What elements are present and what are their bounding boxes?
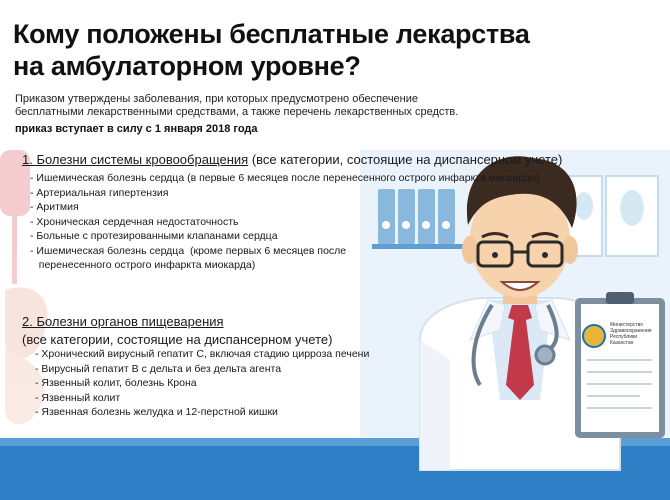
list-item: - Аритмия bbox=[30, 201, 79, 213]
clipboard-text bbox=[610, 322, 651, 346]
list-item: перенесенного острого инфаркта миокарда) bbox=[30, 259, 256, 271]
iv-bag-icon bbox=[0, 150, 30, 284]
list-item: - Хроническая сердечная недостаточность bbox=[30, 215, 239, 228]
list-item: - Ишемическая болезнь сердца (кроме первых 6 месяцев после bbox=[30, 244, 347, 257]
section-2-note: (все категории, состоящие на диспансерном учете) bbox=[22, 332, 333, 347]
section-1-heading: 1. Болезни системы кровообращения bbox=[22, 152, 249, 167]
list-item: - Язвенный колит, болезнь Крона bbox=[35, 377, 197, 389]
clipboard-line-3: Республики bbox=[610, 334, 637, 340]
intro-line-1: Приказом утверждены заболевания, при которых предусмотрено обеспечение bbox=[15, 93, 419, 105]
list-item: - Больные с протезированными клапанами сердца bbox=[30, 230, 278, 242]
list-item: - Артериальная гипертензия bbox=[30, 186, 169, 199]
section-1-note-text: (все категории, состоящие на диспансерном учете) bbox=[251, 152, 563, 167]
title-line-1: Кому положены бесплатные лекарства bbox=[13, 19, 530, 49]
section-1-header bbox=[22, 152, 562, 167]
list-item: - Вирусный гепатит В с дельта и без дельта агента bbox=[35, 362, 282, 375]
clipboard-icon bbox=[575, 292, 665, 438]
list-item: - Хронический вирусный гепатит С, включая стадию цирроза печени bbox=[35, 348, 370, 360]
section-1-list bbox=[30, 171, 539, 273]
section-2-heading: 2. Болезни органов пищеварения bbox=[22, 314, 224, 329]
decree-date: приказ вступает в силу с 1 января 2018 года bbox=[15, 123, 258, 135]
intro-text bbox=[15, 93, 458, 119]
list-item: - Язвенная болезнь желудка и 12-перстной кишки bbox=[35, 406, 278, 418]
list-item: - Ишемическая болезнь сердца (в первые 6 месяцев после перенесенного острого инфаркта миокарда) bbox=[30, 172, 540, 184]
title-line-2: на амбулаторном уровне? bbox=[13, 51, 361, 81]
intro-line-2: бесплатными лекарственными средствами, а также перечень лекарственных средств. bbox=[15, 106, 459, 118]
clipboard-line-4: Казахстан bbox=[610, 340, 634, 346]
list-item: - Язвенный колит bbox=[35, 391, 121, 404]
section-2-list bbox=[35, 347, 369, 420]
section-2-header bbox=[22, 313, 332, 349]
clipboard-line-2: Здравоохранения bbox=[610, 328, 652, 334]
page-title bbox=[13, 18, 530, 82]
clipboard-line-1: Министерство bbox=[610, 322, 643, 328]
